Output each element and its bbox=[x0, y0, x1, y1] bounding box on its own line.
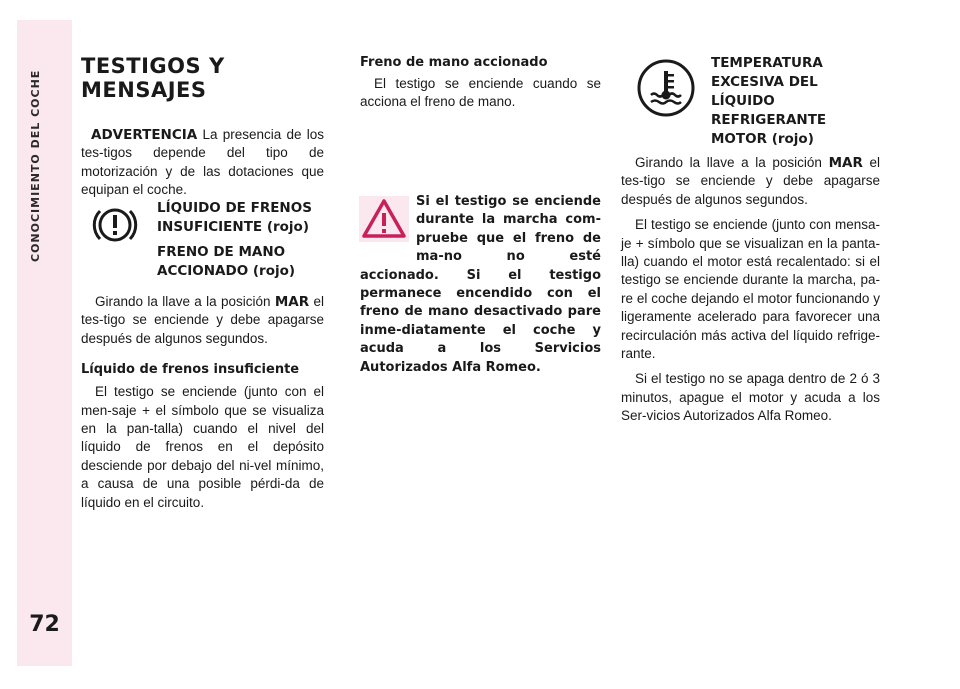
page-title-line1: TESTIGOS Y bbox=[81, 54, 225, 78]
brake-headings bbox=[157, 199, 327, 281]
coolant-p1-pre: Girando la llave a la posición bbox=[635, 155, 822, 170]
handbrake-paragraph: El testigo se enciende cuando se acciona el freno de mano. bbox=[360, 76, 601, 110]
mar-key-2: MAR bbox=[828, 155, 863, 171]
coolant-paragraph-3: Si el testigo no se apaga dentro de 2 ó 3 minutos, apague el motor y acuda a los Ser-vicios Autorizados Alfa Romeo. bbox=[621, 371, 880, 424]
column-3-body bbox=[621, 154, 880, 426]
page-title-line2: MENSAJES bbox=[81, 78, 207, 102]
liquid-paragraph: El testigo se enciende (junto con el men-saje + el símbolo que se visualiza en la pan-talla) cuando el nivel del líquido de frenos en el depósito desciende por debajo del ni-vel mínimo, a causa de una posible pérdi-da de líquido en el circuito. bbox=[81, 384, 324, 510]
brake-warning-icon bbox=[90, 200, 140, 255]
sub-heading-liquid: Líquido de frenos insuficiente bbox=[81, 362, 300, 378]
column-1-body bbox=[81, 293, 324, 512]
warning-text-content: Si el testigo se enciende durante la marcha com-pruebe que el freno de ma-no no esté accionado. Si el testigo permanece encendido con el freno de mano desactivado pare inme-diatamente el coche y acuda a los Servicios Autorizados Alfa Romeo. bbox=[360, 194, 601, 375]
page-number: 72 bbox=[29, 612, 60, 637]
mar-key: MAR bbox=[274, 294, 310, 310]
sub-heading-handbrake: Freno de mano accionado bbox=[360, 55, 548, 70]
column-1 bbox=[81, 54, 324, 200]
coolant-heading-block bbox=[711, 54, 841, 149]
sidebar bbox=[17, 20, 72, 666]
brake-text-post: el tes-tigo se enciende y debe apagarse después de algunos segundos. bbox=[81, 294, 324, 346]
column-2 bbox=[360, 54, 601, 112]
warning-box bbox=[360, 193, 601, 377]
warning-text bbox=[360, 193, 601, 377]
advertencia-paragraph bbox=[81, 126, 324, 200]
brake-paragraph bbox=[81, 293, 324, 348]
coolant-paragraph-2: El testigo se enciende (junto con mensa-je + símbolo que se visualizan en la panta-lla) cuando el motor está recalentado: si el testigo se enciende durante la marcha, pa-re el coche dejando el motor funcionando y ligeramente acelerado para favorecer una recirculación más activa del líquido refrige-rante. bbox=[621, 217, 880, 362]
coolant-paragraph-1 bbox=[621, 154, 880, 209]
section-label: CONOCIMIENTO DEL COCHE bbox=[29, 70, 42, 263]
coolant-temperature-icon bbox=[636, 58, 696, 123]
brake-heading-2: FRENO DE MANO ACCIONADO (rojo) bbox=[157, 244, 296, 279]
advertencia-text: La presencia de los tes-tigos depende del tipo de motorización y de las dotaciones que equipan el coche. bbox=[81, 127, 324, 198]
brake-heading-1: LÍQUIDO DE FRENOS INSUFICIENTE (rojo) bbox=[157, 200, 312, 235]
coolant-p1-post: el tes-tigo se enciende y debe apagarse después de algunos segundos. bbox=[621, 155, 880, 207]
coolant-heading: TEMPERATURA EXCESIVA DEL LÍQUIDO REFRIGERANTE MOTOR (rojo) bbox=[711, 55, 827, 147]
brake-text-pre: Girando la llave a la posición bbox=[95, 294, 271, 309]
advertencia-label: ADVERTENCIA bbox=[91, 127, 198, 143]
